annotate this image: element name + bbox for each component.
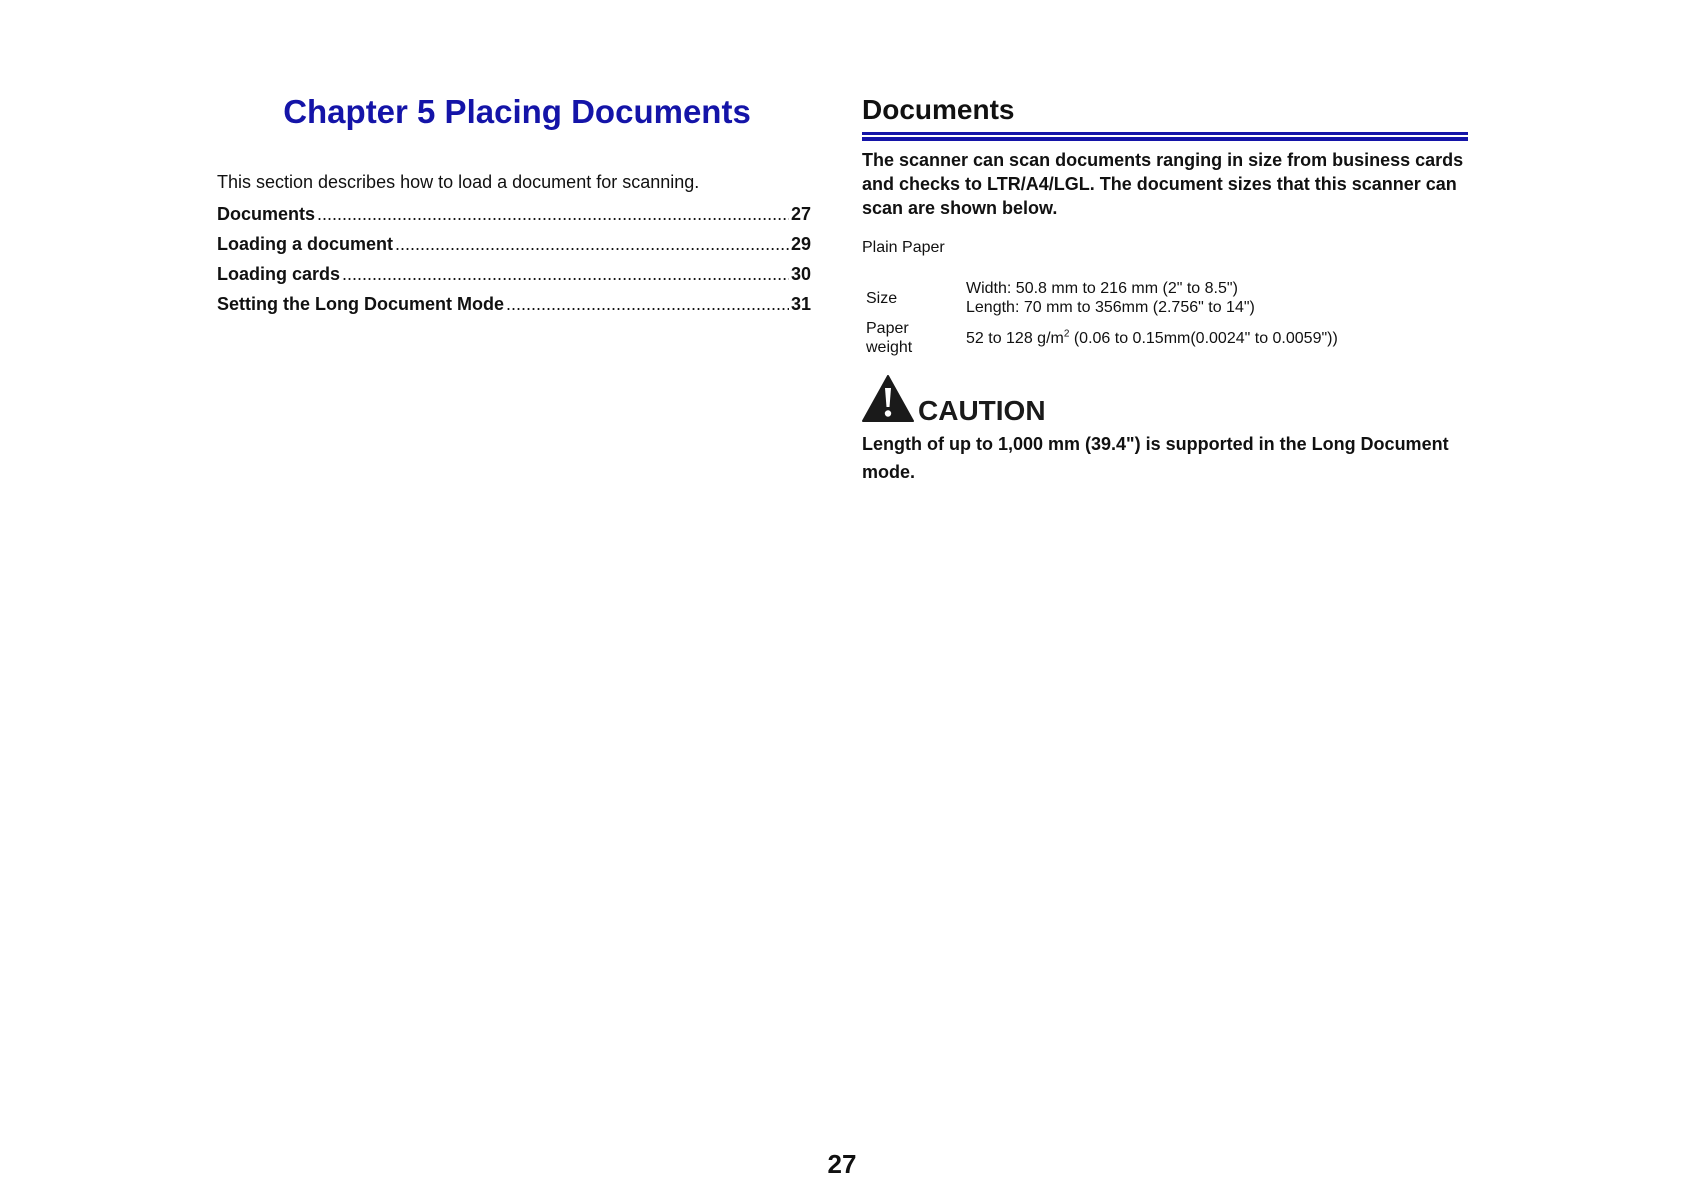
toc-item-page: 31 — [790, 294, 811, 314]
title-underline-rule — [862, 132, 1468, 141]
spec-size-width: Width: 50.8 mm to 216 mm (2" to 8.5") — [966, 280, 1238, 297]
spec-key-paper-weight — [862, 318, 962, 358]
chapter-title: Chapter 5 Placing Documents — [283, 93, 751, 130]
toc-item-label: Loading a document — [217, 234, 394, 254]
spec-key-line: Paper — [866, 320, 909, 337]
toc-item-loading-cards[interactable] — [217, 264, 811, 294]
toc-leader-dots — [317, 204, 789, 225]
spec-value-size — [962, 278, 1342, 318]
weight-value-main: 52 to 128 g/m — [966, 329, 1064, 347]
chapter-intro: This section describes how to load a document for scanning. — [217, 172, 700, 192]
warning-triangle-icon — [862, 375, 914, 422]
toc-item-label: Setting the Long Document Mode — [217, 294, 504, 314]
spec-value-paper-weight — [962, 318, 1342, 358]
caution-label: CAUTION — [918, 395, 1046, 426]
page-number: 27 — [827, 1149, 857, 1179]
toc-item-loading-a-document[interactable] — [217, 234, 811, 264]
section-title: Documents — [862, 94, 1015, 125]
spec-size-length: Length: 70 mm to 356mm (2.756" to 14") — [966, 299, 1255, 316]
toc-item-page: 27 — [790, 204, 811, 224]
weight-value-detail: (0.06 to 0.15mm(0.0024" to 0.0059")) — [1069, 329, 1338, 347]
plain-paper-label: Plain Paper — [862, 239, 945, 256]
toc-leader-dots — [395, 234, 789, 255]
toc-item-documents[interactable] — [217, 204, 811, 234]
toc-item-label: Documents — [217, 204, 316, 224]
weight-value-superscript: 2 — [1063, 328, 1070, 340]
spec-row-size — [862, 278, 1342, 318]
section-lead-paragraph: The scanner can scan documents ranging in size from business cards and checks to LTR/A4/LGL. The document sizes that this scanner can scan are shown below. — [862, 150, 1464, 218]
toc-item-page: 30 — [790, 264, 811, 284]
toc-leader-dots — [506, 294, 789, 315]
spec-key-size: Size — [866, 289, 898, 307]
spec-row-paper-weight — [862, 318, 1342, 358]
spec-key-line: weight — [866, 339, 913, 356]
table-of-contents — [217, 204, 811, 324]
toc-item-label: Loading cards — [217, 264, 341, 284]
toc-item-page: 29 — [790, 234, 811, 254]
caution-heading — [862, 372, 1046, 426]
toc-leader-dots — [342, 264, 789, 285]
paper-spec-table — [862, 278, 1342, 358]
caution-text: Length of up to 1,000 mm (39.4") is supported in the Long Document mode. — [862, 434, 1449, 482]
toc-item-long-document-mode[interactable] — [217, 294, 811, 324]
